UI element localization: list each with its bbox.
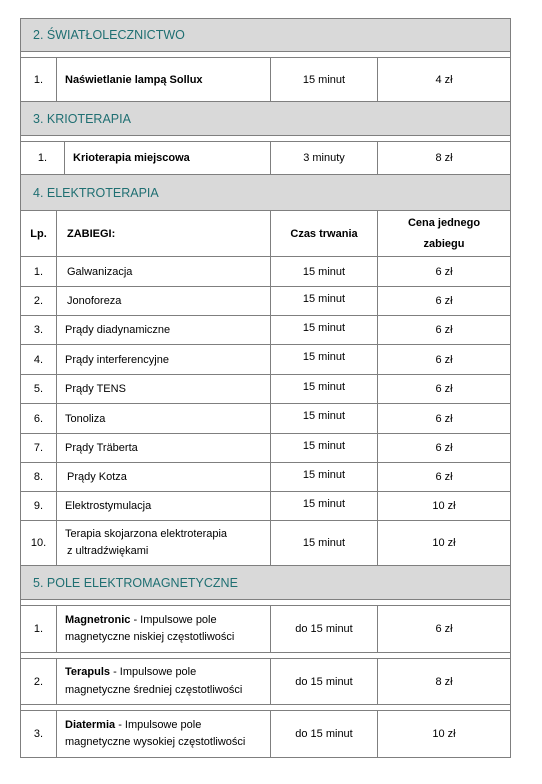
section-title: 3. KRIOTERAPIA	[33, 111, 131, 126]
lp-cell: 2.	[21, 287, 57, 316]
treatment-name	[57, 521, 271, 566]
price-cell: 8 zł	[378, 659, 510, 705]
price-cell: 10 zł	[378, 711, 510, 758]
treatment-name: Naświetlanie lampą Sollux	[57, 58, 271, 102]
duration-cell: 15 minut	[271, 375, 378, 404]
treatment-name: Prądy diadynamiczne	[57, 316, 271, 345]
price-cell: 8 zł	[378, 142, 510, 175]
treatment-desc: - Impulsowe pole	[115, 718, 202, 731]
duration-cell: 15 minut	[271, 287, 378, 316]
treatment-desc: - Impulsowe pole	[130, 613, 217, 626]
lp-cell: 1.	[21, 58, 57, 102]
price-cell: 6 zł	[378, 316, 510, 345]
section-title: 2. ŚWIATŁOLECZNICTWO	[33, 28, 185, 42]
table-row	[20, 257, 511, 287]
treatment-name: Jonoforeza	[57, 287, 271, 316]
treatment-brand: Magnetronic	[65, 613, 131, 626]
duration-cell: 15 minut	[271, 58, 378, 102]
table-row	[20, 521, 511, 566]
duration-header: Czas trwania	[271, 211, 378, 257]
section-header-pole-elektromagnetyczne	[20, 566, 511, 600]
price-cell: 6 zł	[378, 404, 510, 434]
lp-cell: 1.	[21, 257, 57, 287]
price-cell: 10 zł	[378, 492, 510, 521]
treatment-name: Prądy Träberta	[57, 434, 271, 463]
duration-cell: do 15 minut	[271, 711, 378, 758]
lp-cell: 9.	[21, 492, 57, 521]
price-cell: 6 zł	[378, 463, 510, 492]
duration-cell: 15 minut	[271, 345, 378, 375]
price-cell: 6 zł	[378, 287, 510, 316]
lp-cell: 6.	[21, 404, 57, 434]
price-header-line2: zabiegu	[423, 237, 465, 250]
table-row	[20, 404, 511, 434]
lp-cell: 2.	[21, 659, 57, 705]
lp-cell: 8.	[21, 463, 57, 492]
treatment-desc: - Impulsowe pole	[110, 666, 197, 679]
section-header-krioterapia	[20, 102, 511, 136]
table-row	[20, 375, 511, 404]
treatment-name	[57, 711, 271, 758]
table-row	[20, 345, 511, 375]
lp-cell: 3.	[21, 711, 57, 758]
table-row	[20, 434, 511, 463]
price-cell: 4 zł	[378, 58, 510, 102]
section-header-elektroterapia	[20, 175, 511, 211]
price-header	[378, 211, 510, 257]
treatment-name	[57, 659, 271, 705]
treatment-name: Tonoliza	[57, 404, 271, 434]
table-row	[20, 57, 511, 102]
treatment-brand: Terapuls	[65, 666, 111, 679]
treatments-header: ZABIEGI:	[57, 211, 271, 257]
section-title: 4. ELEKTROTERAPIA	[33, 185, 159, 200]
duration-cell: 15 minut	[271, 492, 378, 521]
price-header-line1: Cena jednego	[407, 216, 481, 229]
treatment-name-line2: magnetyczne wysokiej częstotliwości	[65, 736, 246, 748]
table-row	[20, 463, 511, 492]
lp-cell: 3.	[21, 316, 57, 345]
table-row	[20, 658, 511, 705]
duration-cell: 15 minut	[271, 257, 378, 287]
price-cell: 6 zł	[378, 434, 510, 463]
treatment-name-line1	[65, 664, 196, 681]
treatment-name: Prądy TENS	[57, 375, 271, 404]
price-list-table	[20, 18, 511, 758]
treatment-name-line2: magnetyczne niskiej częstotliwości	[65, 631, 235, 643]
treatment-name-line2: z ultradźwiękami	[67, 545, 149, 557]
treatment-brand: Diatermia	[65, 718, 116, 731]
treatment-name: Prądy interferencyjne	[57, 345, 271, 375]
table-row	[20, 316, 511, 345]
price-cell: 6 zł	[378, 345, 510, 375]
price-cell: 6 zł	[378, 375, 510, 404]
duration-cell: 15 minut	[271, 434, 378, 463]
duration-cell: 15 minut	[271, 404, 378, 434]
duration-cell: 15 minut	[271, 521, 378, 566]
treatment-name: Prądy Kotza	[57, 463, 271, 492]
duration-cell: do 15 minut	[271, 606, 378, 653]
duration-cell: 15 minut	[271, 316, 378, 345]
price-cell: 10 zł	[378, 521, 510, 566]
lp-cell: 7.	[21, 434, 57, 463]
treatment-name: Elektrostymulacja	[57, 492, 271, 521]
section-header-swiatlolecznictwo	[20, 18, 511, 52]
treatment-name: Galwanizacja	[57, 257, 271, 287]
treatment-name-line1: Terapia skojarzona elektroterapia	[65, 527, 228, 540]
treatment-name	[57, 606, 271, 653]
duration-cell: 15 minut	[271, 463, 378, 492]
lp-cell: 1.	[21, 606, 57, 653]
table-row	[20, 605, 511, 653]
treatment-name-line1	[65, 717, 201, 734]
price-cell: 6 zł	[378, 257, 510, 287]
treatment-name-line1	[65, 612, 217, 629]
duration-cell: 3 minuty	[271, 142, 378, 175]
price-cell: 6 zł	[378, 606, 510, 653]
table-row	[20, 492, 511, 521]
lp-header: Lp.	[21, 211, 57, 257]
table-row	[20, 710, 511, 758]
table-row	[20, 287, 511, 316]
lp-cell: 10.	[21, 521, 57, 566]
lp-cell: 4.	[21, 345, 57, 375]
treatment-name-line2: magnetyczne średniej częstotliwości	[65, 683, 243, 696]
lp-cell: 1.	[21, 142, 65, 175]
lp-cell: 5.	[21, 375, 57, 404]
table-header-row	[20, 211, 511, 257]
table-row	[20, 141, 511, 175]
section-title: 5. POLE ELEKTROMAGNETYCZNE	[33, 575, 238, 590]
treatment-name: Krioterapia miejscowa	[65, 142, 271, 175]
duration-cell: do 15 minut	[271, 659, 378, 705]
